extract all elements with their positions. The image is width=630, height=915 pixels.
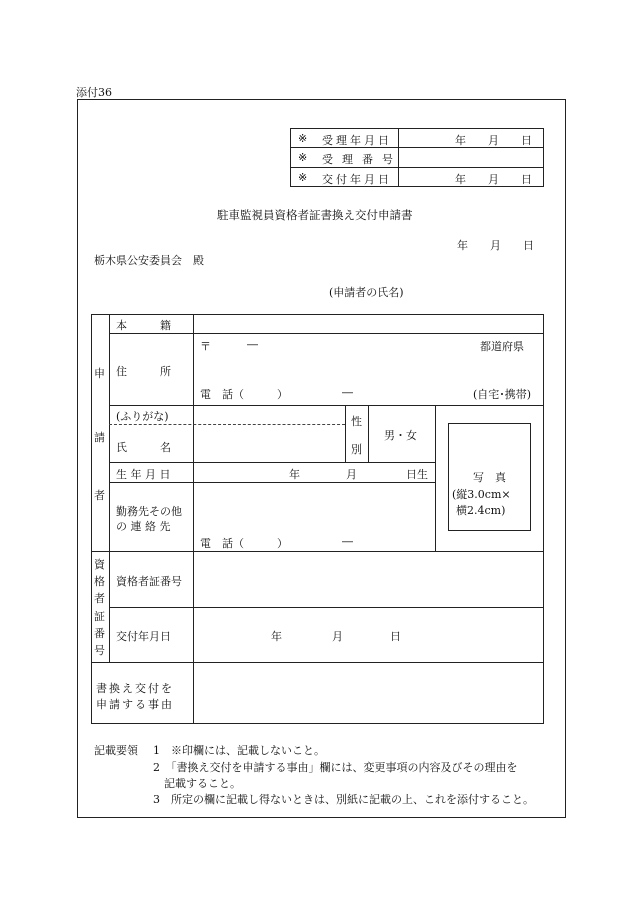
side-label-cert-4: 証 xyxy=(94,610,105,623)
reception-received-date-label: 受理年月日 xyxy=(322,134,392,147)
work-label-1: 勤務先その他 xyxy=(116,505,182,518)
postal-mark: 〒 xyxy=(200,340,211,353)
notes-heading: 記載要領 xyxy=(94,744,138,757)
reception-issue-date-label: 交付年月日 xyxy=(322,173,392,186)
home-tel-label: 電 話（ ） xyxy=(200,388,288,401)
sex-label-1: 性 xyxy=(351,415,362,428)
furigana-field[interactable] xyxy=(196,408,342,422)
attachment-label: 添付36 xyxy=(76,86,112,99)
reception-mark-2: ※ xyxy=(298,151,308,164)
reception-mark-1: ※ xyxy=(298,132,308,145)
note-1: 1 ※印欄には、記載しないこと。 xyxy=(153,744,325,757)
photo-size-line2: 横2.4cm) xyxy=(456,504,506,517)
side-label-cert-2: 格 xyxy=(94,575,105,588)
note-2: 2 「書換え交付を申請する事由」欄には、変更事項の内容及びその理由を xyxy=(153,761,518,774)
furigana-label: (ふりがな) xyxy=(116,410,169,423)
cert-issue-month: 月 xyxy=(332,630,343,643)
reason-field[interactable] xyxy=(196,666,541,720)
photo-label: 写 真 xyxy=(473,471,506,484)
sex-options[interactable]: 男・女 xyxy=(384,429,417,442)
reason-label-2: 申請する事由 xyxy=(96,698,174,711)
applicant-name-label: (申請者の氏名) xyxy=(329,286,404,299)
reception-received-date-value[interactable]: 年 月 日 xyxy=(455,134,532,147)
honseki-label: 本 籍 xyxy=(116,319,171,332)
side-label-cert-1: 資 xyxy=(94,558,105,571)
side-label-cert-5: 番 xyxy=(94,627,105,640)
tel-type-label: (自宅･携帯) xyxy=(473,388,532,401)
note-3: 3 所定の欄に記載し得ないときは、別紙に記載の上、これを添付すること。 xyxy=(153,793,534,806)
side-label-applicant-1: 申 xyxy=(94,367,105,380)
work-tel-dash: ― xyxy=(342,535,353,548)
dob-year: 年 xyxy=(289,468,300,481)
cert-number-label: 資格者証番号 xyxy=(116,575,182,588)
photo-size-line1: (縦3.0cm× xyxy=(452,488,511,501)
side-label-applicant-3: 者 xyxy=(94,489,105,502)
dob-label: 生 年 月 日 xyxy=(116,468,171,481)
cert-number-field[interactable] xyxy=(196,556,541,604)
application-date[interactable]: 年 月 日 xyxy=(457,239,534,252)
name-field[interactable] xyxy=(196,430,342,458)
honseki-field[interactable] xyxy=(196,317,541,331)
reception-mark-3: ※ xyxy=(298,171,308,184)
reception-number-label: 受理番号 xyxy=(322,153,402,166)
name-label: 氏 名 xyxy=(116,441,171,454)
reason-label-1: 書換え交付を xyxy=(96,682,174,695)
reception-issue-date-value[interactable]: 年 月 日 xyxy=(455,173,532,186)
work-field[interactable] xyxy=(196,487,432,527)
sex-label-2: 別 xyxy=(351,443,362,456)
work-label-2: の 連 絡 先 xyxy=(116,520,171,533)
postal-dash: ― xyxy=(247,338,258,351)
work-tel-label: 電 話（ ） xyxy=(200,537,288,550)
addressee: 栃木県公安委員会 殿 xyxy=(94,254,204,267)
form-title: 駐車監視員資格者証書換え交付申請書 xyxy=(217,208,413,222)
note-2-cont: 記載すること。 xyxy=(164,777,241,790)
side-label-cert-6: 号 xyxy=(94,644,105,657)
cert-issue-label: 交付年月日 xyxy=(116,630,171,643)
cert-issue-day: 日 xyxy=(390,630,401,643)
side-label-cert-3: 者 xyxy=(94,592,105,605)
address-label: 住 所 xyxy=(116,365,171,378)
prefecture-label: 都道府県 xyxy=(480,340,524,353)
cert-issue-year: 年 xyxy=(271,630,282,643)
address-field[interactable] xyxy=(196,352,541,382)
dob-month: 月 xyxy=(346,468,357,481)
side-label-applicant-2: 請 xyxy=(94,431,105,444)
dob-day: 日生 xyxy=(406,468,428,481)
home-tel-dash: ― xyxy=(342,386,353,399)
